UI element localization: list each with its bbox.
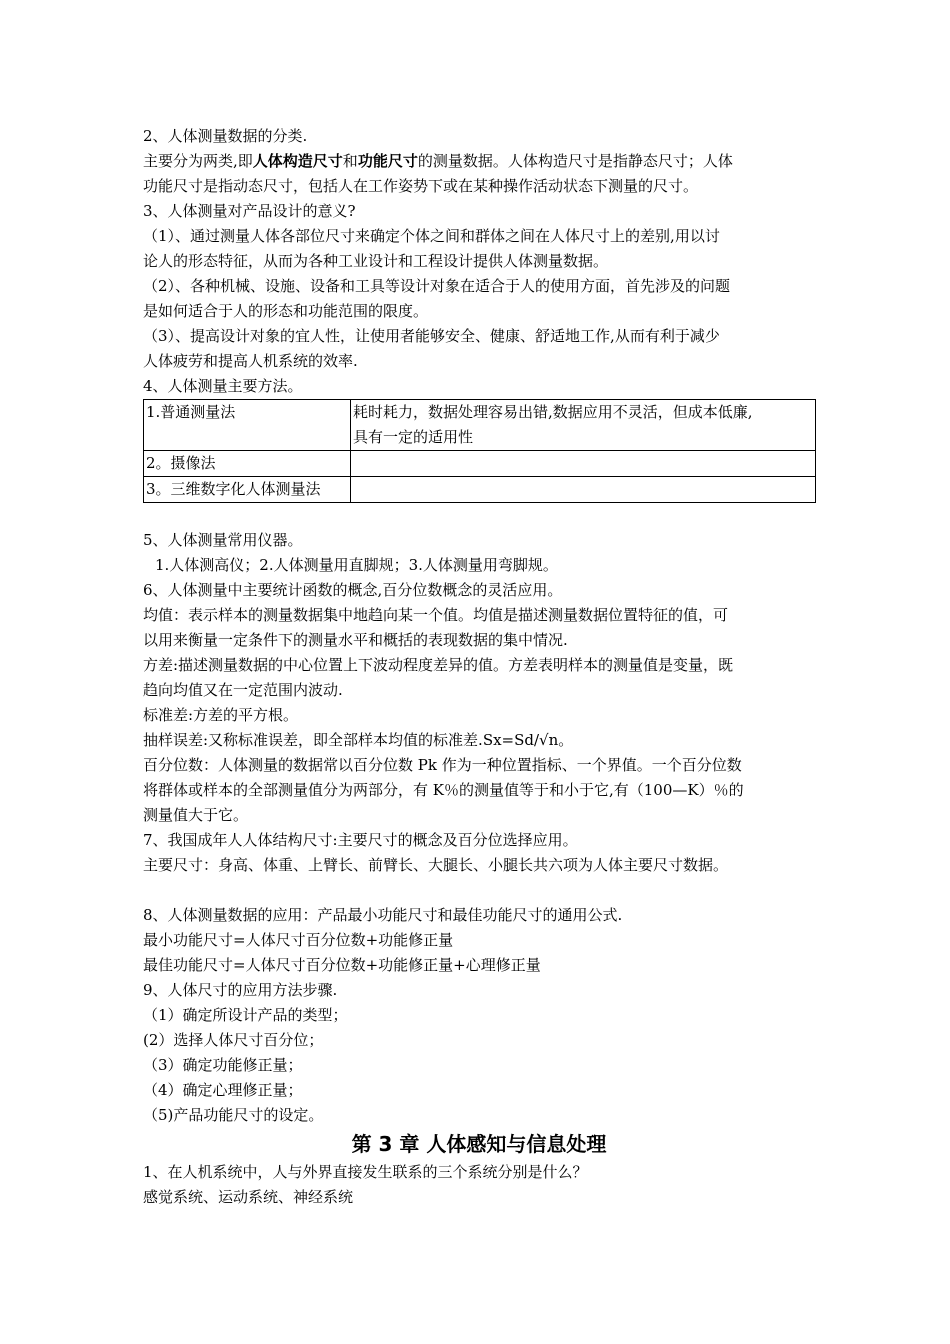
table-row — [144, 451, 816, 477]
section-8-line-1: 最小功能尺寸=人体尺寸百分位数+功能修正量 — [143, 931, 454, 949]
section-3-line-1: （1）、通过测量人体各部位尺寸来确定个体之间和群体之间在人体尺寸上的差别,用以讨 — [143, 227, 720, 245]
section-2-title: 2、人体测量数据的分类. — [143, 127, 308, 145]
table-cell-description — [351, 400, 816, 451]
section-6-line-9: 测量值大于它。 — [143, 806, 249, 824]
section-7-line-1: 主要尺寸：身高、体重、上臂长、前臂长、大腿长、小腿长共六项为人体主要尺寸数据。 — [143, 856, 729, 874]
section-9-line-1: （1）确定所设计产品的类型； — [143, 1006, 348, 1024]
section-3-title: 3、人体测量对产品设计的意义? — [143, 202, 356, 220]
section-6-title: 6、人体测量中主要统计函数的概念,百分位数概念的灵活应用。 — [143, 581, 563, 599]
section-2-paragraph-line-2: 功能尺寸是指动态尺寸，包括人在工作姿势下或在某种操作活动状态下测量的尺寸。 — [143, 177, 699, 195]
text-run: 和 — [342, 152, 358, 170]
section-6-line-2: 以用来衡量一定条件下的测量水平和概括的表现数据的集中情况. — [143, 631, 568, 649]
chapter-3-heading: 第 3 章 人体感知与信息处理 — [351, 1132, 607, 1156]
section-7-title: 7、我国成年人人体结构尺寸:主要尺寸的概念及百分位选择应用。 — [143, 831, 578, 849]
table-cell-method: 3。三维数字化人体测量法 — [144, 477, 351, 503]
section-6-line-4: 趋向均值又在一定范围内波动. — [143, 681, 343, 699]
table-row — [144, 400, 816, 451]
table-cell-description — [351, 477, 816, 503]
table-cell-method: 2。摄像法 — [144, 451, 351, 477]
section-8-title: 8、人体测量数据的应用：产品最小功能尺寸和最佳功能尺寸的通用公式. — [143, 906, 623, 924]
section-6-line-5: 标准差:方差的平方根。 — [143, 706, 299, 724]
table-cell-method: 1.普通测量法 — [144, 400, 351, 451]
section-9-title: 9、人体尺寸的应用方法步骤. — [143, 981, 338, 999]
spacer — [143, 878, 815, 903]
chapter-3-answer-1: 感觉系统、运动系统、神经系统 — [143, 1188, 354, 1206]
section-9-line-2: (2）选择人体尺寸百分位； — [143, 1031, 324, 1049]
section-3-line-6: 人体疲劳和提高人机系统的效率. — [143, 352, 358, 370]
section-3-line-3: （2）、各种机械、设施、设备和工具等设计对象在适合于人的使用方面，首先涉及的问题 — [143, 277, 731, 295]
table-row — [144, 477, 816, 503]
chapter-3-question-1: 1、在人机系统中，人与外界直接发生联系的三个系统分别是什么？ — [143, 1163, 588, 1181]
section-4-title: 4、人体测量主要方法。 — [143, 377, 303, 395]
bold-term-functional-size: 功能尺寸 — [357, 152, 418, 170]
section-5-line-1: 1.人体测高仪；2.人体测量用直脚规；3.人体测量用弯脚规。 — [155, 556, 558, 574]
text-run: 主要分为两类,即 — [143, 152, 253, 170]
section-2-paragraph-line-1 — [143, 149, 815, 174]
section-3-line-2: 论人的形态特征，从而为各种工业设计和工程设计提供人体测量数据。 — [143, 252, 609, 270]
text-run: 的测量数据。人体构造尺寸是指静态尺寸；人体 — [417, 152, 733, 170]
spacer — [143, 503, 815, 528]
section-9-line-3: （3）确定功能修正量； — [143, 1056, 303, 1074]
section-9-line-5: （5)产品功能尺寸的设定。 — [143, 1106, 324, 1124]
section-8-line-2: 最佳功能尺寸=人体尺寸百分位数+功能修正量+心理修正量 — [143, 956, 541, 974]
section-6-line-3: 方差:描述测量数据的中心位置上下波动程度差异的值。方差表明样本的测量值是变量，既 — [143, 656, 734, 674]
measurement-methods-table — [143, 399, 816, 503]
section-6-line-6: 抽样误差:又称标准误差，即全部样本均值的标准差.Sx=Sd/√n。 — [143, 731, 574, 749]
table-cell-description — [351, 451, 816, 477]
bold-term-structural-size: 人体构造尺寸 — [252, 152, 343, 170]
description-line: 具有一定的适用性 — [353, 428, 474, 446]
section-5-title: 5、人体测量常用仪器。 — [143, 531, 303, 549]
section-6-line-7: 百分位数：人体测量的数据常以百分位数 Pk 作为一种位置指标、一个界值。一个百分位数 — [143, 756, 742, 774]
section-3-line-5: （3）、提高设计对象的宜人性，让使用者能够安全、健康、舒适地工作,从而有利于减少 — [143, 327, 720, 345]
description-line: 耗时耗力，数据处理容易出错,数据应用不灵活，但成本低廉, — [353, 403, 753, 421]
document-page — [143, 124, 815, 1210]
section-6-line-1: 均值：表示样本的测量数据集中地趋向某一个值。均值是描述测量数据位置特征的值，可 — [143, 606, 729, 624]
section-6-line-8: 将群体或样本的全部测量值分为两部分，有 K％的测量值等于和小于它,有（100—K）％的 — [143, 781, 744, 799]
section-9-line-4: （4）确定心理修正量； — [143, 1081, 303, 1099]
section-3-line-4: 是如何适合于人的形态和功能范围的限度。 — [143, 302, 429, 320]
